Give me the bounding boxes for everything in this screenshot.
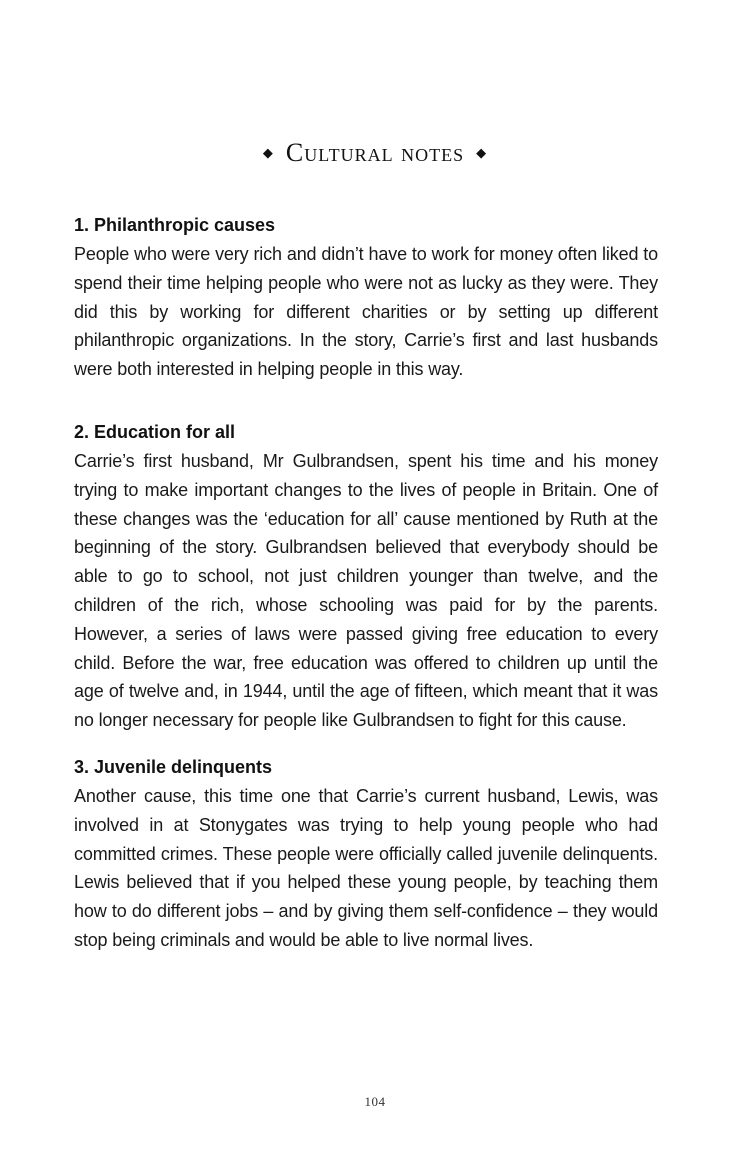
notes-content	[74, 211, 658, 955]
note-section-juvenile-delinquents	[74, 753, 658, 955]
section-body: Carrie’s first husband, Mr Gulbrandsen, spent his time and his money trying to make important changes to the lives of people in Britain. One of these changes was the ‘education for all’ cause mentioned by Ruth at the beginning of the story. Gulbrandsen believed that everybody should be able to go to school, not just children younger than twelve, and the children of the rich, whose schooling was paid for by the parents. However, a series of laws were passed giving free education to every child. Before the war, free education was offered to children up until the age of twelve and, in 1944, until the age of fifteen, which meant that it was no longer necessary for people like Gulbrandsen to fight for this cause.	[74, 450, 658, 731]
diamond-ornament-icon: ◆	[262, 145, 274, 161]
note-section-philanthropic-causes	[74, 211, 658, 384]
page-number: 104	[364, 1094, 386, 1109]
page-title: Cultural notes	[285, 138, 465, 167]
section-title: 2. Education for all	[74, 421, 236, 442]
section-title: 1. Philanthropic causes	[74, 215, 276, 235]
section-title: 3. Juvenile delinquents	[74, 756, 273, 777]
note-section-education-for-all	[74, 418, 658, 735]
section-body: Another cause, this time one that Carrie’s current husband, Lewis, was involved in at Stonygates was trying to help young people who had committed crimes. These people were officially called juvenile delinquents. Lewis believed that if you helped these young people, by teaching them how to do different jobs – and by giving them self-confidence – they would stop being criminals and would be able to live normal lives.	[74, 785, 658, 950]
page-heading	[0, 138, 750, 168]
diamond-ornament-icon: ◆	[476, 145, 488, 161]
section-body: People who were very rich and didn’t have to work for money often liked to spend their time helping people who were not as lucky as they were. They did this by working for different charities or by setting up different philanthropic organizations. In the story, Carrie’s first and last husbands were both interested in helping people in this way.	[74, 244, 658, 380]
